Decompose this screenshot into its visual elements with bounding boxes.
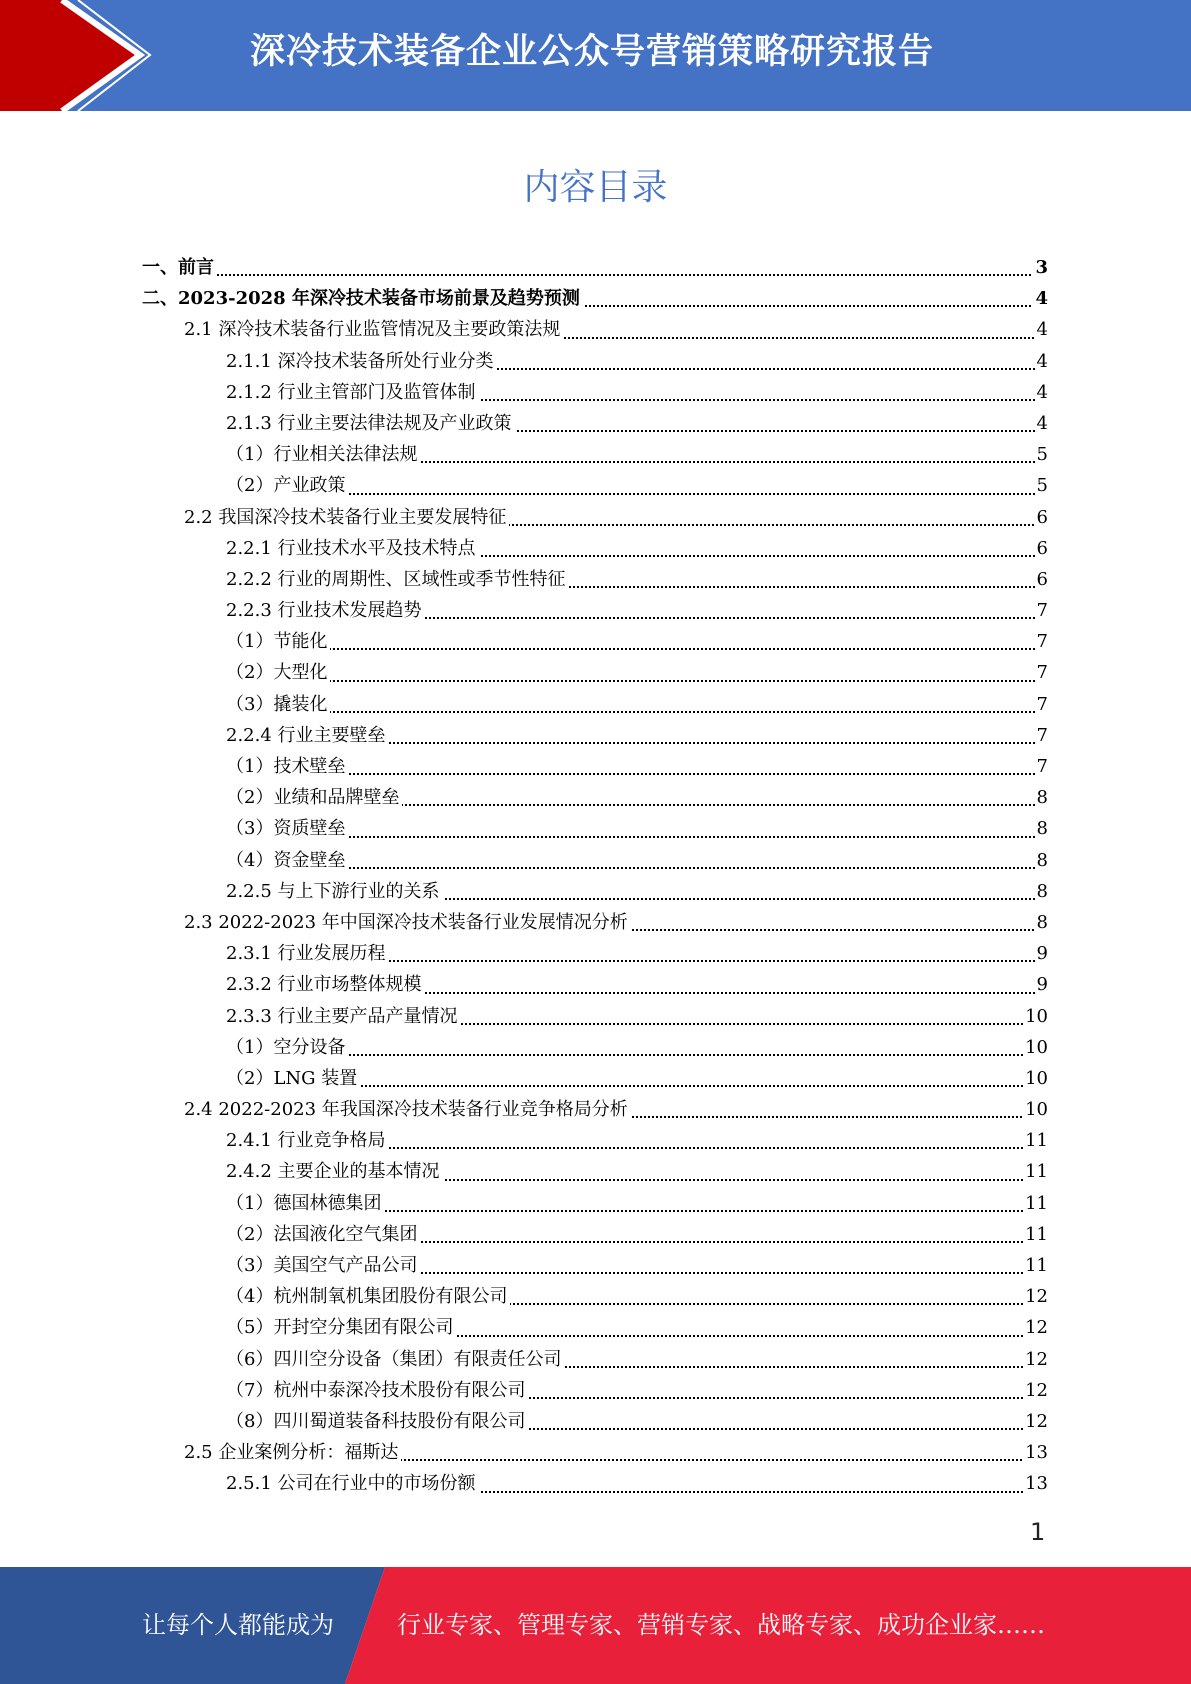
toc-entry-label: 2.3.2 行业市场整体规模 bbox=[226, 969, 425, 1000]
toc-entry-label: 一、前言 bbox=[142, 252, 217, 283]
toc-entry-page: 12 bbox=[1023, 1375, 1048, 1406]
toc-entry-label: 2.4.2 主要企业的基本情况 bbox=[226, 1156, 443, 1187]
toc-entry-label: 2.2.2 行业的周期性、区域性或季节性特征 bbox=[226, 564, 569, 595]
toc-entry-page: 4 bbox=[1033, 283, 1048, 314]
toc-entry-page: 8 bbox=[1035, 813, 1048, 844]
toc-entry[interactable] bbox=[142, 283, 1048, 314]
toc-entry-label: （2）业绩和品牌壁垒 bbox=[226, 782, 402, 813]
toc-entry-label: 2.1 深冷技术装备行业监管情况及主要政策法规 bbox=[184, 314, 563, 345]
toc-entry-page: 6 bbox=[1035, 533, 1048, 564]
toc-entry-label: 2.4.1 行业竞争格局 bbox=[226, 1125, 389, 1156]
toc-entry-page: 7 bbox=[1035, 595, 1048, 626]
toc-entry-page: 8 bbox=[1035, 845, 1048, 876]
toc-entry[interactable] bbox=[142, 657, 1048, 688]
toc-entry-label: （1）节能化 bbox=[226, 626, 330, 657]
toc-entry-page: 8 bbox=[1035, 907, 1048, 938]
footer-slogan-left: 让每个人都能成为 bbox=[142, 1611, 334, 1639]
header-banner bbox=[0, 0, 1191, 111]
toc-entry-page: 9 bbox=[1035, 938, 1048, 969]
footer-slogan-right: 行业专家、管理专家、营销专家、战略专家、成功企业家…… bbox=[397, 1611, 1045, 1639]
footer-banner bbox=[0, 1567, 1191, 1684]
toc-entry-page: 12 bbox=[1023, 1312, 1048, 1343]
toc-entry[interactable] bbox=[142, 813, 1048, 844]
toc-entry-label: 2.1.1 深冷技术装备所处行业分类 bbox=[226, 346, 497, 377]
toc-entry[interactable] bbox=[142, 564, 1048, 595]
toc-entry-page: 5 bbox=[1035, 470, 1048, 501]
toc-entry-label: （2）产业政策 bbox=[226, 470, 348, 501]
toc-entry[interactable] bbox=[142, 782, 1048, 813]
toc-entry-page: 6 bbox=[1035, 502, 1048, 533]
toc-entry[interactable] bbox=[142, 720, 1048, 751]
toc-entry[interactable] bbox=[142, 346, 1048, 377]
toc-entry-label: （4）杭州制氧机集团股份有限公司 bbox=[226, 1281, 510, 1312]
toc-entry-page: 13 bbox=[1023, 1437, 1048, 1468]
toc-leader-dots bbox=[226, 680, 1038, 682]
toc-entry-page: 4 bbox=[1035, 314, 1048, 345]
toc-entry-page: 6 bbox=[1035, 564, 1048, 595]
toc-entry[interactable] bbox=[142, 626, 1048, 657]
toc-entry[interactable] bbox=[142, 1406, 1048, 1437]
toc-entry[interactable] bbox=[142, 845, 1048, 876]
toc-entry-label: （1）行业相关法律法规 bbox=[226, 439, 420, 470]
toc-entry-page: 11 bbox=[1023, 1188, 1048, 1219]
toc-entry[interactable] bbox=[142, 1375, 1048, 1406]
toc-entry-page: 10 bbox=[1023, 1063, 1048, 1094]
header-chevron-decoration bbox=[0, 0, 200, 111]
toc-entry-label: 二、2023-2028 年深冷技术装备市场前景及趋势预测 bbox=[142, 283, 583, 314]
toc-entry-label: （3）资质壁垒 bbox=[226, 813, 348, 844]
toc-entry-label: （3）美国空气产品公司 bbox=[226, 1250, 420, 1281]
toc-list bbox=[142, 252, 1048, 1500]
toc-entry-label: （7）杭州中泰深冷技术股份有限公司 bbox=[226, 1375, 528, 1406]
toc-entry-page: 7 bbox=[1035, 689, 1048, 720]
report-title: 深冷技术装备企业公众号营销策略研究报告 bbox=[250, 32, 935, 72]
toc-entry-page: 12 bbox=[1023, 1281, 1048, 1312]
toc-entry[interactable] bbox=[142, 969, 1048, 1000]
toc-entry-page: 4 bbox=[1035, 408, 1048, 439]
toc-entry-label: 2.2.3 行业技术发展趋势 bbox=[226, 595, 425, 626]
toc-entry-page: 11 bbox=[1023, 1250, 1048, 1281]
toc-entry[interactable] bbox=[142, 314, 1048, 345]
toc-entry[interactable] bbox=[142, 751, 1048, 782]
toc-entry-label: 2.5.1 公司在行业中的市场份额 bbox=[226, 1468, 479, 1499]
toc-entry-label: （1）空分设备 bbox=[226, 1032, 348, 1063]
toc-entry-label: （3）撬装化 bbox=[226, 689, 330, 720]
toc-entry-page: 10 bbox=[1023, 1001, 1048, 1032]
toc-entry-page: 9 bbox=[1035, 969, 1048, 1000]
toc-entry-label: 2.3.3 行业主要产品产量情况 bbox=[226, 1001, 461, 1032]
toc-entry-label: （5）开封空分集团有限公司 bbox=[226, 1312, 456, 1343]
toc-entry-label: （1）德国林德集团 bbox=[226, 1188, 384, 1219]
toc-entry-label: 2.5 企业案例分析：福斯达 bbox=[184, 1437, 401, 1468]
toc-entry[interactable] bbox=[142, 377, 1048, 408]
toc-entry[interactable] bbox=[142, 252, 1048, 283]
toc-entry-page: 7 bbox=[1035, 626, 1048, 657]
toc-entry-page: 11 bbox=[1023, 1156, 1048, 1187]
toc-entry[interactable] bbox=[142, 1219, 1048, 1250]
toc-entry[interactable] bbox=[142, 533, 1048, 564]
toc-entry[interactable] bbox=[142, 907, 1048, 938]
toc-entry-label: 2.2 我国深冷技术装备行业主要发展特征 bbox=[184, 502, 509, 533]
toc-entry-page: 7 bbox=[1035, 751, 1048, 782]
toc-entry-label: 2.2.4 行业主要壁垒 bbox=[226, 720, 389, 751]
toc-leader-dots bbox=[142, 274, 1038, 276]
toc-entry-label: 2.3.1 行业发展历程 bbox=[226, 938, 389, 969]
toc-entry-page: 4 bbox=[1035, 377, 1048, 408]
toc-entry-page: 11 bbox=[1023, 1219, 1048, 1250]
toc-entry[interactable] bbox=[142, 1250, 1048, 1281]
toc-entry[interactable] bbox=[142, 1312, 1048, 1343]
toc-entry-page: 10 bbox=[1023, 1094, 1048, 1125]
toc-entry-page: 12 bbox=[1023, 1406, 1048, 1437]
toc-entry[interactable] bbox=[142, 595, 1048, 626]
toc-entry-label: （8）四川蜀道装备科技股份有限公司 bbox=[226, 1406, 528, 1437]
toc-entry[interactable] bbox=[142, 439, 1048, 470]
toc-entry[interactable] bbox=[142, 938, 1048, 969]
toc-entry-page: 3 bbox=[1033, 252, 1048, 283]
toc-leader-dots bbox=[226, 711, 1038, 713]
toc-entry[interactable] bbox=[142, 1468, 1048, 1499]
toc-entry-page: 8 bbox=[1035, 876, 1048, 907]
toc-entry[interactable] bbox=[142, 1001, 1048, 1032]
toc-entry-label: 2.1.2 行业主管部门及监管体制 bbox=[226, 377, 479, 408]
toc-entry[interactable] bbox=[142, 1063, 1048, 1094]
toc-entry-page: 4 bbox=[1035, 346, 1048, 377]
toc-entry[interactable] bbox=[142, 1032, 1048, 1063]
toc-entry[interactable] bbox=[142, 1125, 1048, 1156]
toc-title: 内容目录 bbox=[523, 167, 668, 208]
toc-entry-label: 2.2.5 与上下游行业的关系 bbox=[226, 876, 443, 907]
toc-entry-label: 2.1.3 行业主要法律法规及产业政策 bbox=[226, 408, 515, 439]
toc-entry-page: 11 bbox=[1023, 1125, 1048, 1156]
toc-entry-label: 2.2.1 行业技术水平及技术特点 bbox=[226, 533, 479, 564]
toc-entry-label: （6）四川空分设备（集团）有限责任公司 bbox=[226, 1344, 564, 1375]
toc-entry[interactable] bbox=[142, 408, 1048, 439]
toc-entry-label: 2.4 2022-2023 年我国深冷技术装备行业竞争格局分析 bbox=[184, 1094, 631, 1125]
toc-entry-label: 2.3 2022-2023 年中国深冷技术装备行业发展情况分析 bbox=[184, 907, 631, 938]
toc-entry-label: （1）技术壁垒 bbox=[226, 751, 348, 782]
toc-entry[interactable] bbox=[142, 1281, 1048, 1312]
toc-entry[interactable] bbox=[142, 470, 1048, 501]
toc-entry-page: 8 bbox=[1035, 782, 1048, 813]
toc-entry[interactable] bbox=[142, 1156, 1048, 1187]
toc-entry[interactable] bbox=[142, 689, 1048, 720]
toc-entry-page: 5 bbox=[1035, 439, 1048, 470]
toc-entry[interactable] bbox=[142, 1188, 1048, 1219]
toc-entry-label: （4）资金壁垒 bbox=[226, 845, 348, 876]
toc-entry[interactable] bbox=[142, 502, 1048, 533]
toc-entry-page: 12 bbox=[1023, 1344, 1048, 1375]
page-number: 1 bbox=[1030, 1518, 1046, 1546]
toc-entry-page: 10 bbox=[1023, 1032, 1048, 1063]
toc-entry-page: 7 bbox=[1035, 657, 1048, 688]
toc-entry-page: 7 bbox=[1035, 720, 1048, 751]
toc-entry[interactable] bbox=[142, 1344, 1048, 1375]
toc-leader-dots bbox=[226, 648, 1038, 650]
toc-entry[interactable] bbox=[142, 1094, 1048, 1125]
toc-entry[interactable] bbox=[142, 876, 1048, 907]
toc-entry[interactable] bbox=[142, 1437, 1048, 1468]
toc-entry-label: （2）大型化 bbox=[226, 657, 330, 688]
toc-entry-label: （2）LNG 装置 bbox=[226, 1063, 360, 1094]
toc-entry-label: （2）法国液化空气集团 bbox=[226, 1219, 420, 1250]
toc-entry-page: 13 bbox=[1023, 1468, 1048, 1499]
